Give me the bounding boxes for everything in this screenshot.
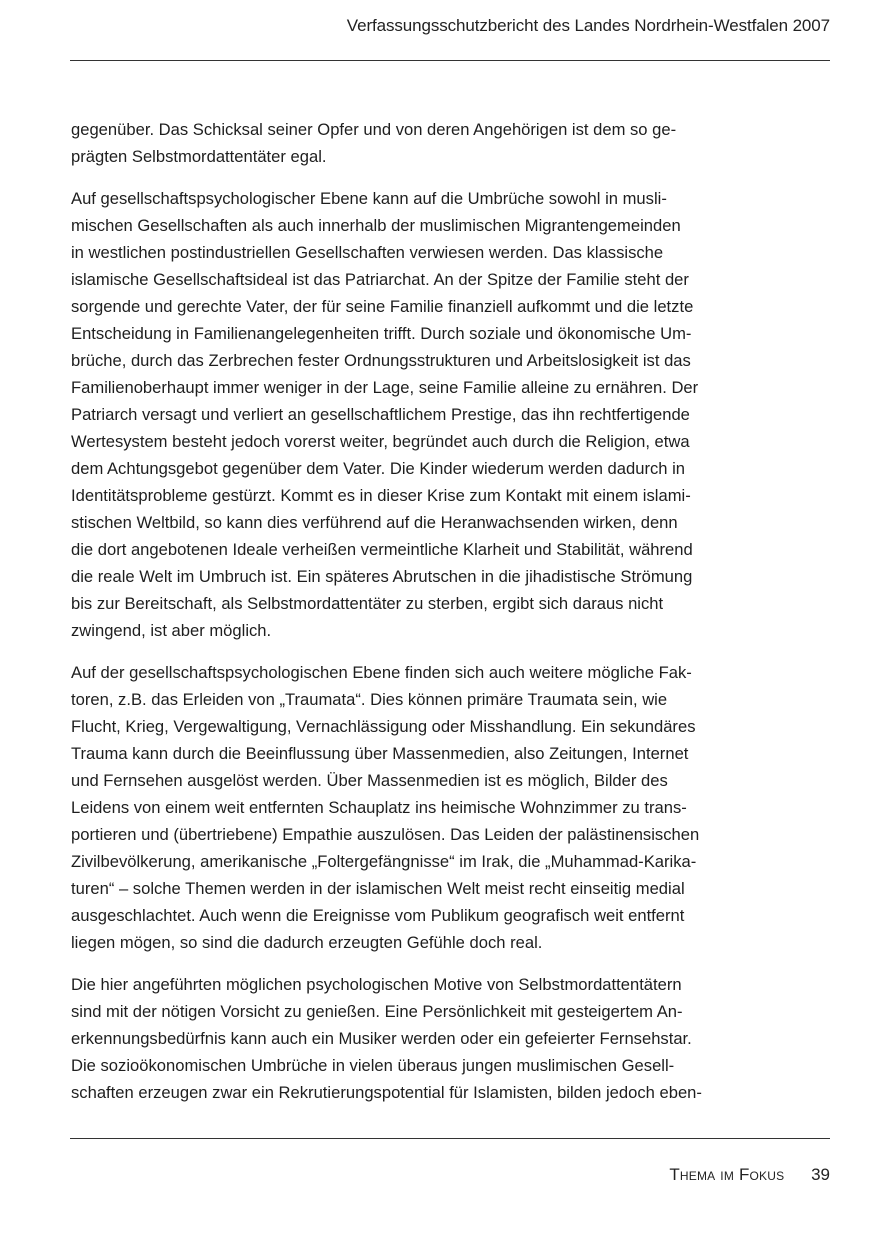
text-line: toren, z.B. das Erleiden von „Traumata“. Dies können primäre Traumata sein, wie bbox=[71, 690, 668, 709]
page-header bbox=[70, 10, 830, 61]
text-line: die dort angebotenen Ideale verheißen vermeintliche Klarheit und Stabilität, während bbox=[71, 540, 693, 559]
text-line: erkennungsbedürfnis kann auch ein Musiker werden oder ein gefeierter Fernsehstar. bbox=[71, 1029, 692, 1048]
text-line: die reale Welt im Umbruch ist. Ein späteres Abrutschen in die jihadistische Strömung bbox=[71, 567, 693, 586]
text-line: Die hier angeführten möglichen psychologischen Motive von Selbstmordattentätern bbox=[71, 975, 682, 994]
page-footer bbox=[669, 1163, 830, 1187]
text-line: brüche, durch das Zerbrechen fester Ordnungsstrukturen und Arbeitslosigkeit ist das bbox=[71, 351, 691, 370]
text-line: Wertesystem besteht jedoch vorerst weiter, begründet auch durch die Religion, etwa bbox=[71, 432, 690, 451]
text-line: zwingend, ist aber möglich. bbox=[71, 621, 272, 640]
section-name: Thema im Fokus bbox=[669, 1165, 785, 1184]
text-line: Identitätsprobleme gestürzt. Kommt es in dieser Krise zum Kontakt mit einem islami- bbox=[71, 486, 691, 505]
text-line: islamische Gesellschaftsideal ist das Patriarchat. An der Spitze der Familie steht der bbox=[71, 270, 689, 289]
text-line: prägten Selbstmordattentäter egal. bbox=[71, 147, 327, 166]
text-line: mischen Gesellschaften als auch innerhalb der muslimischen Migrantengemeinden bbox=[71, 216, 681, 235]
text-line: Die sozioökonomischen Umbrüche in vielen überaus jungen muslimischen Gesell- bbox=[71, 1056, 675, 1075]
paragraph-2 bbox=[71, 185, 787, 644]
text-line: stischen Weltbild, so kann dies verführend auf die Heranwachsenden wirken, denn bbox=[71, 513, 678, 532]
text-line: Auf der gesellschaftspsychologischen Ebene finden sich auch weitere mögliche Fak- bbox=[71, 663, 692, 682]
text-line: in westlichen postindustriellen Gesellschaften verwiesen werden. Das klassische bbox=[71, 243, 664, 262]
text-line: turen“ – solche Themen werden in der islamischen Welt meist recht einseitig medial bbox=[71, 879, 685, 898]
paragraph-1 bbox=[71, 116, 787, 170]
text-line: Entscheidung in Familienangelegenheiten trifft. Durch soziale und ökonomische Um- bbox=[71, 324, 692, 343]
text-line: gegenüber. Das Schicksal seiner Opfer und von deren Angehörigen ist dem so ge- bbox=[71, 120, 677, 139]
text-line: sind mit der nötigen Vorsicht zu genießen. Eine Persönlichkeit mit gesteigertem An- bbox=[71, 1002, 683, 1021]
text-line: liegen mögen, so sind die dadurch erzeugten Gefühle doch real. bbox=[71, 933, 543, 952]
text-line: Patriarch versagt und verliert an gesellschaftlichem Prestige, das ihn rechtfertigende bbox=[71, 405, 690, 424]
text-line: Leidens von einem weit entfernten Schauplatz ins heimische Wohnzimmer zu trans- bbox=[71, 798, 687, 817]
text-line: Zivilbevölkerung, amerikanische „Foltergefängnisse“ im Irak, die „Muhammad-Karika- bbox=[71, 852, 697, 871]
page-number: 39 bbox=[811, 1165, 830, 1184]
text-line: bis zur Bereitschaft, als Selbstmordattentäter zu sterben, ergibt sich daraus nicht bbox=[71, 594, 664, 613]
text-line: Trauma kann durch die Beeinflussung über Massenmedien, also Zeitungen, Internet bbox=[71, 744, 689, 763]
text-line: Familienoberhaupt immer weniger in der Lage, seine Familie alleine zu ernähren. Der bbox=[71, 378, 699, 397]
paragraph-4 bbox=[71, 971, 787, 1106]
text-line: portieren und (übertriebene) Empathie auszulösen. Das Leiden der palästinensischen bbox=[71, 825, 700, 844]
text-line: schaften erzeugen zwar ein Rekrutierungspotential für Islamisten, bilden jedoch eben- bbox=[71, 1083, 702, 1102]
footer-divider bbox=[70, 1138, 830, 1139]
text-line: ausgeschlachtet. Auch wenn die Ereignisse vom Publikum geografisch weit entfernt bbox=[71, 906, 685, 925]
text-line: dem Achtungsgebot gegenüber dem Vater. Die Kinder wiederum werden dadurch in bbox=[71, 459, 686, 478]
paragraph-3 bbox=[71, 659, 787, 956]
running-header-title: Verfassungsschutzbericht des Landes Nordrhein-Westfalen 2007 bbox=[346, 16, 830, 35]
body-text bbox=[71, 116, 787, 1121]
text-line: sorgende und gerechte Vater, der für seine Familie finanziell aufkommt und die letzte bbox=[71, 297, 694, 316]
text-line: Auf gesellschaftspsychologischer Ebene kann auf die Umbrüche sowohl in musli- bbox=[71, 189, 667, 208]
text-line: und Fernsehen ausgelöst werden. Über Massenmedien ist es möglich, Bilder des bbox=[71, 771, 668, 790]
text-line: Flucht, Krieg, Vergewaltigung, Vernachlässigung oder Misshandlung. Ein sekundäres bbox=[71, 717, 696, 736]
